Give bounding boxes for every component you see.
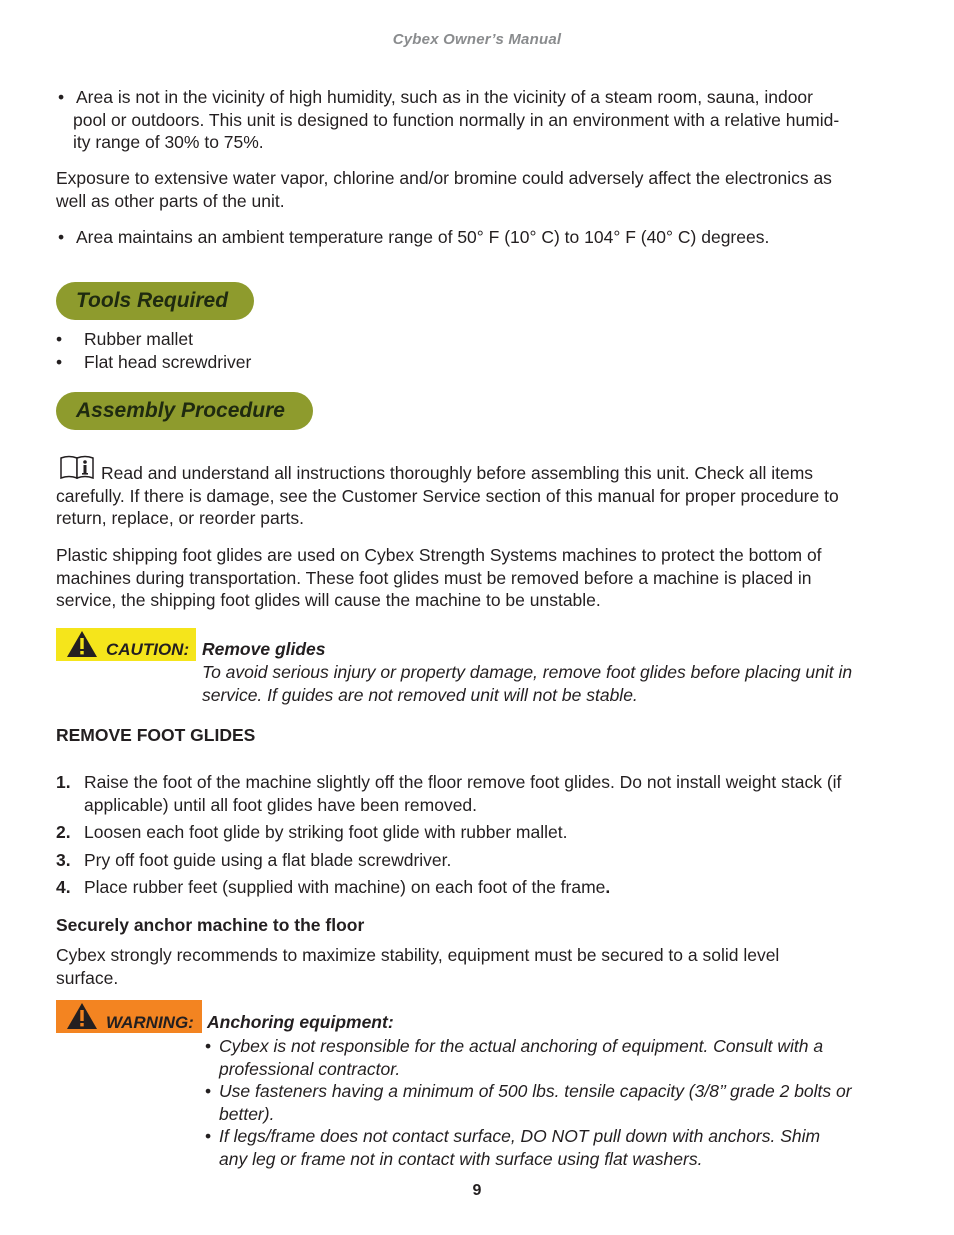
step-number: 1. (56, 772, 71, 792)
bullet-text: Area is not in the vicinity of high humidity, such as in the vicinity of a steam room, sauna, indoor (76, 87, 813, 107)
read-instructions-paragraph (56, 462, 916, 530)
warning-badge (56, 1000, 202, 1033)
anchor-paragraph (56, 944, 916, 989)
list-item-text: Rubber mallet (84, 329, 193, 349)
step-item (56, 821, 916, 844)
humidity-bullet (58, 86, 918, 154)
page-number: 9 (472, 1182, 482, 1199)
bullet-text: Area maintains an ambient temperature range of 50° F (10° C) to 104° F (40° C) degrees. (76, 227, 770, 247)
warning-item-text: professional contractor. (219, 1058, 401, 1079)
steps-list (56, 771, 916, 899)
list-item: • Rubber mallet (56, 329, 193, 349)
step-number: 4. (56, 877, 71, 897)
running-header: Cybex Owner’s Manual (392, 31, 562, 48)
caution-title: Remove glides (202, 639, 326, 659)
bullet-dot: • (58, 227, 65, 247)
step-item (56, 771, 916, 794)
warning-item-text: any leg or frame not in contact with surface using flat washers. (219, 1148, 703, 1169)
exposure-paragraph (56, 167, 916, 212)
bullet-text: ity range of 30% to 75%. (73, 132, 264, 152)
step-text: Pry off foot guide using a flat blade screwdriver. (84, 849, 452, 870)
caution-line: To avoid serious injury or property damage, remove foot glides before placing unit in (202, 662, 853, 682)
caution-body (202, 661, 922, 706)
alert-triangle-icon (66, 630, 98, 658)
tools-required-heading: Tools Required (56, 282, 254, 320)
step-number: 2. (56, 822, 71, 842)
alert-triangle-icon (66, 1002, 98, 1030)
step-text: applicable) until all foot glides have been removed. (84, 794, 478, 815)
step-item (56, 876, 916, 899)
bullet-dot: • (58, 87, 65, 107)
step-end-punct: . (605, 877, 611, 897)
paragraph-line: Read and understand all instructions thoroughly before assembling this unit. Check all items (101, 463, 814, 483)
bullet-text: pool or outdoors. This unit is designed to function normally in an environment with a relative humid- (73, 109, 840, 130)
warning-item: • Use fasteners having a minimum of 500 lbs. tensile capacity (3/8’’ grade 2 bolts or (205, 1081, 852, 1101)
anchor-heading: Securely anchor machine to the floor (56, 915, 365, 935)
paragraph-line: service, the shipping foot glides will cause the machine to be unstable. (56, 590, 601, 610)
list-item: • Flat head screwdriver (56, 351, 252, 372)
caution-line: service. If guides are not removed unit will not be stable. (202, 684, 638, 705)
warning-item-text: Use fasteners having a minimum of 500 lbs. tensile capacity (3/8’’ grade 2 bolts or (219, 1081, 852, 1101)
step-text: Raise the foot of the machine slightly off the floor remove foot glides. Do not install weight stack (if (84, 772, 842, 792)
step-text: Place rubber feet (supplied with machine) on each foot of the frame (84, 877, 606, 897)
warning-item-text: If legs/frame does not contact surface, DO NOT pull down with anchors. Shim (219, 1126, 821, 1146)
paragraph-line: return, replace, or reorder parts. (56, 508, 305, 528)
list-item-text: Flat head screwdriver (84, 351, 252, 372)
paragraph-line: Cybex strongly recommends to maximize stability, equipment must be secured to a solid level (56, 945, 780, 965)
step-text: Loosen each foot glide by striking foot glide with rubber mallet. (84, 822, 568, 842)
temperature-bullet (58, 226, 918, 249)
paragraph-line: carefully. If there is damage, see the Customer Service section of this manual for proper procedure to (56, 485, 839, 506)
warning-item-text: better). (219, 1103, 275, 1124)
tools-list (56, 328, 456, 373)
caution-label: CAUTION: (106, 640, 190, 659)
paragraph-line: machines during transportation. These foot glides must be removed before a machine is placed in (56, 567, 812, 588)
assembly-procedure-heading: Assembly Procedure (56, 392, 313, 430)
paragraph-line: well as other parts of the unit. (56, 190, 285, 211)
step-number: 3. (56, 849, 71, 870)
paragraph-line: Exposure to extensive water vapor, chlorine and/or bromine could adversely affect the electronics as (56, 168, 832, 188)
warning-list (205, 1035, 920, 1170)
warning-title: Anchoring equipment: (207, 1012, 394, 1032)
warning-item: • Cybex is not responsible for the actual anchoring of equipment. Consult with a (205, 1036, 824, 1056)
paragraph-line: surface. (56, 967, 119, 988)
remove-foot-glides-heading: REMOVE FOOT GLIDES (56, 725, 256, 745)
step-item (56, 849, 916, 872)
paragraph-line: Plastic shipping foot glides are used on Cybex Strength Systems machines to protect the bottom of (56, 545, 822, 565)
shipping-glides-paragraph (56, 544, 916, 612)
caution-badge (56, 628, 196, 661)
warning-item: • If legs/frame does not contact surface, DO NOT pull down with anchors. Shim (205, 1126, 821, 1146)
warning-label: WARNING: (106, 1013, 194, 1032)
warning-item-text: Cybex is not responsible for the actual anchoring of equipment. Consult with a (219, 1036, 824, 1056)
